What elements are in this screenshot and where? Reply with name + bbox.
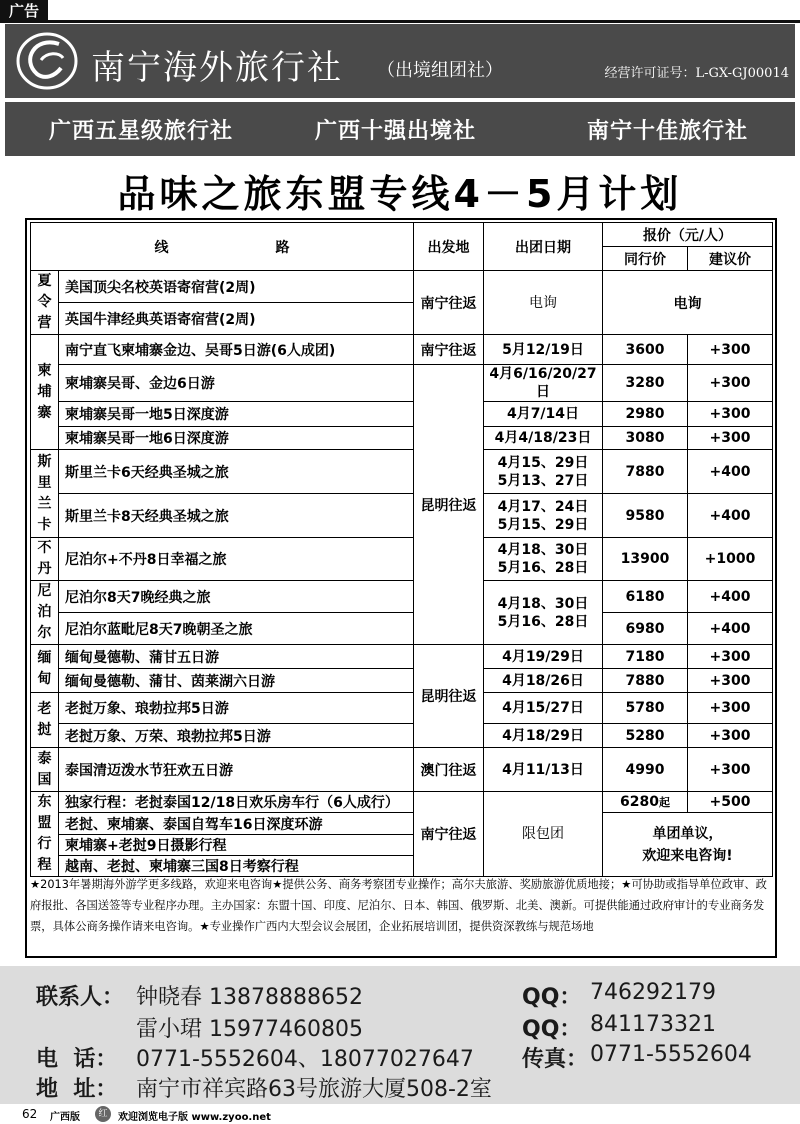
edition-label: 广西版 [50,1112,80,1123]
table-row [31,645,773,669]
route-cell: 越南、老挝、柬埔寨三国8日考察行程 [59,856,414,877]
route-cell: 斯里兰卡8天经典圣城之旅 [59,494,414,538]
route-cell: 柬埔寨吴哥一地5日深度游 [59,402,414,427]
suggest-price-cell: +300 [688,365,773,402]
table-row [31,271,773,303]
table-row [31,792,773,813]
notes-paragraph: ★2013年暑期海外游学更多线路，欢迎来电咨询★提供公务、商务考察团专业操作；高尔夫旅游、奖励旅游优质地接；★可协助或指导单位政审、政府报批、各国送签等专业程序办理。主办国家：东盟十国、印度、尼泊尔、日本、韩国、俄罗斯、北美、澳新。可提供能通过政府审计的专业商务发票，具体公商务操作请来电咨询。★专业操作广西内大型会议会展团，企业拓展培训团，提供资深教练与规范场地 [30,878,767,933]
route-cell: 尼泊尔蓝毗尼8天7晚朝圣之旅 [59,613,414,645]
header-price: 报价（元/人） [603,223,773,247]
peer-price-cell: 7180 [603,645,688,669]
category-cell: 柬埔寨 [31,335,59,450]
date-cell: 4月18/26日 [484,669,603,693]
table-row [31,335,773,365]
date-cell: 电询 [484,271,603,335]
date-cell: 4月15、29日 5月13、27日 [484,450,603,494]
category-cell: 不丹 [31,538,59,581]
date-cell: 4月6/16/20/27日 [484,365,603,402]
suggest-price-cell: +300 [688,645,773,669]
license-number: 经营许可证号：L-GX-GJ00014 [604,66,789,81]
date-cell: 4月7/14日 [484,402,603,427]
honor-title: 南宁十佳旅行社 [587,119,749,144]
route-cell: 泰国清迈泼水节狂欢五日游 [59,748,414,792]
table-row [31,538,773,581]
table-row [31,494,773,538]
table-row [31,693,773,724]
table-row [31,813,773,835]
website-link[interactable]: 欢迎浏览电子版 www.zyoo.net [118,1112,271,1123]
route-cell: 柬埔寨吴哥一地6日深度游 [59,427,414,450]
depart-cell: 昆明往返 [414,645,484,748]
header-depart: 出发地 [414,223,484,271]
phone-number: 0771-5552604、18077027647 [136,1047,474,1072]
header-date: 出团日期 [484,223,603,271]
honor-title: 广西十强出境社 [315,119,477,144]
header-suggest-price: 建议价 [688,247,773,271]
page-title: 品味之旅东盟专线4－5月计划 [117,172,683,216]
route-table [30,222,773,877]
fax-label: 传真： [522,1047,589,1072]
suggest-price-cell: +1000 [688,538,773,581]
suggest-price-cell: +400 [688,613,773,645]
category-cell: 东盟行程 [31,792,59,877]
category-cell: 缅甸 [31,645,59,693]
route-cell: 老挝万象、万荣、琅勃拉邦5日游 [59,724,414,748]
table-row [31,581,773,613]
contact-person: 钟晓春 13878888652 [136,985,363,1010]
route-cell: 独家行程：老挝泰国12/18日欢乐房车行（6人成行） [59,792,414,813]
contact-person: 雷小珺 15977460805 [136,1017,363,1042]
table-row [31,365,773,402]
footer [0,1104,800,1124]
route-cell: 缅甸曼德勒、蒲甘、茵莱湖六日游 [59,669,414,693]
peer-price-cell: 5280 [603,724,688,748]
peer-price-cell: 3280 [603,365,688,402]
suggest-price-cell: +300 [688,669,773,693]
depart-cell: 南宁往返 [414,335,484,365]
date-cell: 4月19/29日 [484,645,603,669]
header-route: 线 路 [31,223,414,271]
price-cell: 单团单议， 欢迎来电咨询! [603,813,773,877]
date-cell: 4月15/27日 [484,693,603,724]
peer-price-cell: 9580 [603,494,688,538]
date-cell: 4月18、30日 5月16、28日 [484,538,603,581]
address: 南宁市祥宾路63号旅游大厦508-2室 [136,1077,492,1102]
route-cell: 柬埔寨吴哥、金边6日游 [59,365,414,402]
peer-price-cell: 6280起 [603,792,688,813]
suggest-price-cell: +300 [688,724,773,748]
date-cell: 4月18/29日 [484,724,603,748]
divider [0,20,800,23]
route-cell: 斯里兰卡6天经典圣城之旅 [59,450,414,494]
route-cell: 柬埔寨+老挝9日摄影行程 [59,835,414,856]
suggest-price-cell: +400 [688,581,773,613]
table-row [31,724,773,748]
category-cell: 泰国 [31,748,59,792]
qq-number: 841173321 [590,1012,716,1037]
suggest-price-cell: +500 [688,792,773,813]
route-cell: 美国顶尖名校英语寄宿营(2周) [59,271,414,303]
suggest-price-cell: +300 [688,427,773,450]
category-cell: 老挝 [31,693,59,748]
qq-number: 746292179 [590,980,716,1005]
peer-price-cell: 7880 [603,669,688,693]
suggest-price-cell: +300 [688,748,773,792]
contact-panel [0,966,800,1104]
price-cell: 电询 [603,271,773,335]
table-row [31,613,773,645]
date-cell: 限包团 [484,792,603,877]
contact-label: 联系人： [36,985,125,1010]
suggest-price-cell: +300 [688,693,773,724]
table-row [31,669,773,693]
suggest-price-cell: +400 [688,494,773,538]
honor-banner [5,102,795,156]
date-cell: 4月4/18/23日 [484,427,603,450]
date-cell: 4月11/13日 [484,748,603,792]
peer-price-cell: 7880 [603,450,688,494]
category-cell: 斯里兰卡 [31,450,59,538]
route-cell: 老挝万象、琅勃拉邦5日游 [59,693,414,724]
phone-label: 电 话： [36,1047,118,1072]
peer-price-cell: 3080 [603,427,688,450]
route-cell: 尼泊尔8天7晚经典之旅 [59,581,414,613]
address-label: 地 址： [36,1077,118,1102]
route-cell: 缅甸曼德勒、蒲甘五日游 [59,645,414,669]
depart-cell: 南宁往返 [414,792,484,877]
depart-cell: 澳门往返 [414,748,484,792]
peer-price-cell: 6980 [603,613,688,645]
depart-cell: 南宁往返 [414,271,484,335]
suggest-price-cell: +400 [688,450,773,494]
publisher-badge-icon: 红 [95,1106,111,1122]
table-row [31,427,773,450]
page-number: 62 [22,1107,38,1121]
route-cell: 老挝、柬埔寨、泰国自驾车16日深度环游 [59,813,414,835]
agency-logo-icon [15,30,79,92]
depart-cell: 昆明往返 [414,365,484,645]
date-cell: 4月17、24日 5月15、29日 [484,494,603,538]
agency-subtitle: （出境组团社） [377,60,503,81]
fax-number: 0771-5552604 [590,1042,752,1067]
peer-price-cell: 5780 [603,693,688,724]
category-cell: 尼泊尔 [31,581,59,645]
qq-label: QQ： [522,1017,582,1042]
suggest-price-cell: +300 [688,335,773,365]
suggest-price-cell: +300 [688,402,773,427]
table-row [31,450,773,494]
peer-price-cell: 6180 [603,581,688,613]
ad-tag: 广告 [0,0,48,22]
brand-banner [5,24,795,98]
peer-price-cell: 2980 [603,402,688,427]
date-cell: 4月18、30日 5月16、28日 [484,581,603,645]
honor-title: 广西五星级旅行社 [49,119,234,144]
peer-price-cell: 13900 [603,538,688,581]
route-cell: 英国牛津经典英语寄宿营(2周) [59,303,414,335]
peer-price-cell: 3600 [603,335,688,365]
table-row [31,748,773,792]
route-cell: 尼泊尔+不丹8日幸福之旅 [59,538,414,581]
table-row [31,402,773,427]
route-cell: 南宁直飞柬埔寨金边、吴哥5日游(6人成团) [59,335,414,365]
peer-price-cell: 4990 [603,748,688,792]
category-cell: 夏令营 [31,271,59,335]
agency-name: 南宁海外旅行社 [91,48,343,88]
date-cell: 5月12/19日 [484,335,603,365]
header-peer-price: 同行价 [603,247,688,271]
qq-label: QQ： [522,985,582,1010]
